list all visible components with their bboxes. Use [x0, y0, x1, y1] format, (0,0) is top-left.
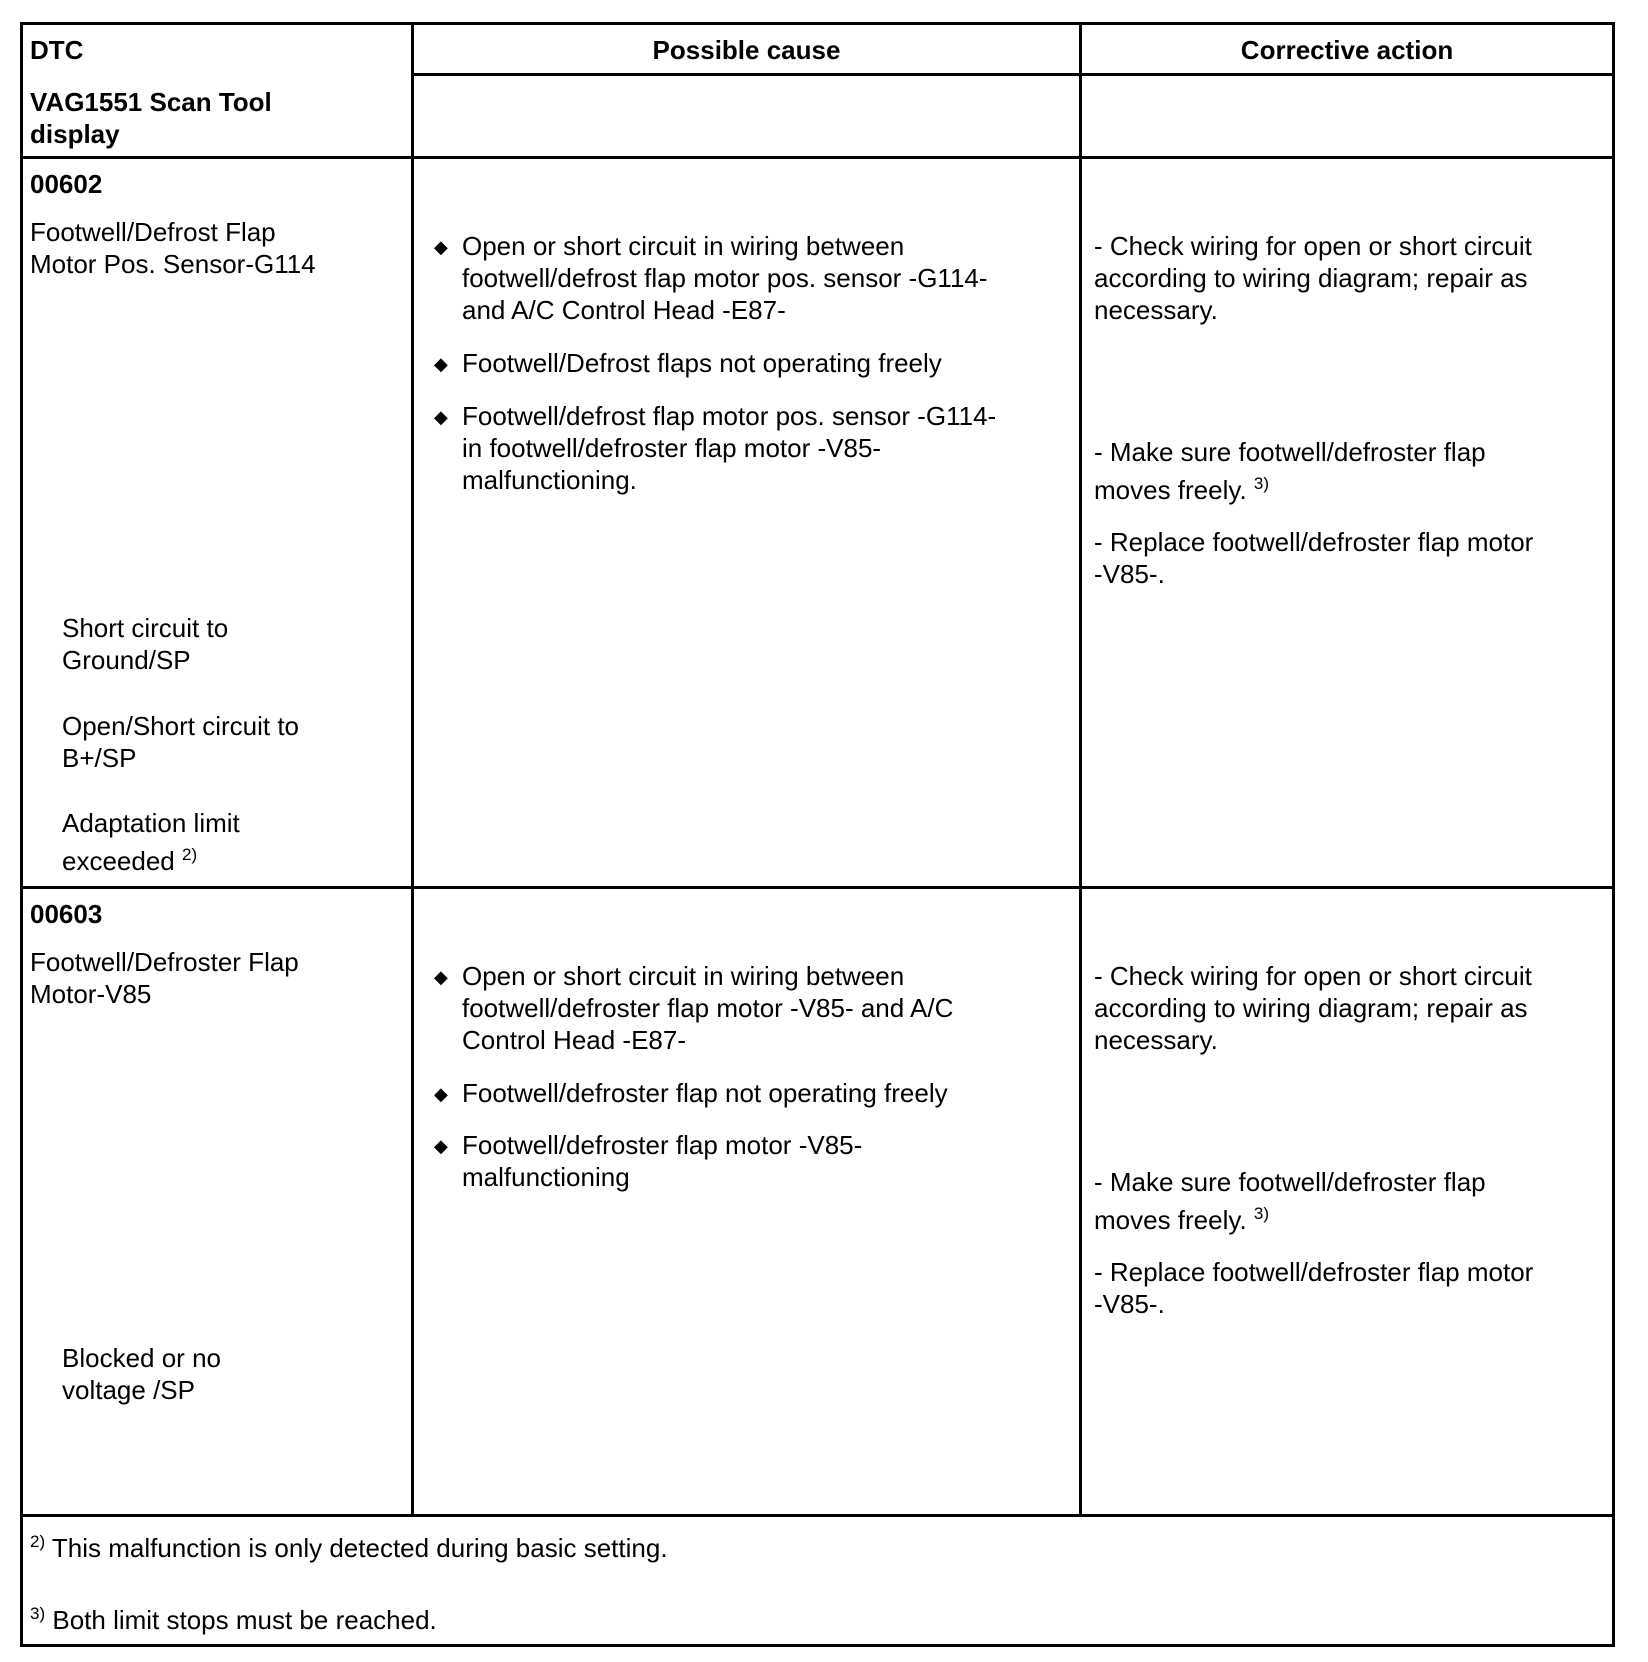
footnote-divider	[20, 1514, 1615, 1517]
cause-line: Footwell/defroster flap not operating freely	[462, 1078, 948, 1108]
action-line: - Check wiring for open or short circuit	[1094, 961, 1532, 991]
action-line: - Make sure footwell/defroster flap	[1094, 437, 1486, 467]
diamond-bullet-icon: ◆	[434, 407, 448, 427]
action-line: - Make sure footwell/defroster flap	[1094, 1167, 1486, 1197]
component-name-line: Footwell/Defrost Flap	[30, 217, 276, 247]
cause-line: Footwell/defrost flap motor pos. sensor -G114-	[462, 401, 997, 431]
table-border-top	[20, 22, 1615, 25]
header-dtc: DTC	[30, 35, 84, 65]
condition-line: Blocked or no	[62, 1343, 221, 1373]
dtc-code-00603: 00603	[30, 899, 103, 929]
table-border-left	[20, 22, 23, 1647]
diamond-bullet-icon: ◆	[434, 237, 448, 257]
condition-line: Short circuit to	[62, 613, 229, 643]
action-line: according to wiring diagram; repair as	[1094, 993, 1528, 1023]
cause-line: footwell/defroster flap motor -V85- and A/C	[462, 993, 954, 1023]
condition-line: Ground/SP	[62, 645, 191, 675]
cause-line: malfunctioning	[462, 1162, 630, 1192]
footnote-2	[30, 1532, 668, 1564]
table-border-bottom	[20, 1644, 1615, 1647]
cause-line: Open or short circuit in wiring between	[462, 231, 905, 261]
condition-line: Open/Short circuit to	[62, 711, 299, 741]
cause-line: in footwell/defroster flap motor -V85-	[462, 433, 882, 463]
cause-line: malfunctioning.	[462, 465, 637, 495]
footnote-ref: 3)	[1253, 1204, 1270, 1223]
component-name-line: Footwell/Defroster Flap	[30, 947, 299, 977]
row-divider	[20, 886, 1615, 889]
cause-line: Control Head -E87-	[462, 1025, 686, 1055]
action-line: -V85-.	[1094, 1289, 1165, 1319]
header-corrective-action: Corrective action	[1240, 35, 1454, 65]
condition-line: Adaptation limit	[62, 808, 240, 838]
cause-line: Open or short circuit in wiring between	[462, 961, 905, 991]
condition-line: B+/SP	[62, 743, 137, 773]
header-bottom-line	[20, 156, 1615, 159]
condition-text: exceeded	[62, 846, 175, 876]
action-text: moves freely.	[1094, 1205, 1247, 1235]
footnote-ref: 3)	[1253, 474, 1270, 493]
footnote-text: Both limit stops must be reached.	[52, 1605, 437, 1635]
condition-line: voltage /SP	[62, 1375, 195, 1405]
cause-line: Footwell/Defrost flaps not operating freely	[462, 348, 942, 378]
footnote-mark: 3)	[30, 1604, 46, 1623]
cause-line: footwell/defrost flap motor pos. sensor -G114-	[462, 263, 988, 293]
component-name-line: Motor-V85	[30, 979, 152, 1009]
condition-line	[62, 845, 197, 877]
diamond-bullet-icon: ◆	[434, 967, 448, 987]
action-line: necessary.	[1094, 295, 1218, 325]
action-line	[1094, 474, 1269, 506]
action-line: - Replace footwell/defroster flap motor	[1094, 1257, 1534, 1287]
action-line	[1094, 1204, 1269, 1236]
diamond-bullet-icon: ◆	[434, 354, 448, 374]
footnote-text: This malfunction is only detected during basic setting.	[51, 1533, 668, 1563]
column-divider-2	[1079, 22, 1082, 1517]
cause-line: Footwell/defroster flap motor -V85-	[462, 1130, 863, 1160]
action-line: - Check wiring for open or short circuit	[1094, 231, 1532, 261]
cause-line: and A/C Control Head -E87-	[462, 295, 786, 325]
action-line: - Replace footwell/defroster flap motor	[1094, 527, 1534, 557]
table-border-right	[1612, 22, 1615, 1647]
header-possible-cause: Possible cause	[652, 35, 841, 65]
header-divider	[411, 73, 1615, 76]
component-name-line: Motor Pos. Sensor-G114	[30, 249, 316, 279]
footnote-ref: 2)	[182, 845, 198, 864]
action-line: -V85-.	[1094, 559, 1165, 589]
action-line: according to wiring diagram; repair as	[1094, 263, 1528, 293]
action-text: moves freely.	[1094, 475, 1247, 505]
action-line: necessary.	[1094, 1025, 1218, 1055]
footnote-mark: 2)	[30, 1532, 46, 1551]
diamond-bullet-icon: ◆	[434, 1084, 448, 1104]
diamond-bullet-icon: ◆	[434, 1136, 448, 1156]
footnote-3	[30, 1604, 437, 1636]
column-divider-1	[411, 22, 414, 1517]
header-scan-tool-display: VAG1551 Scan Tool display	[30, 87, 272, 149]
dtc-code-00602: 00602	[30, 169, 103, 199]
